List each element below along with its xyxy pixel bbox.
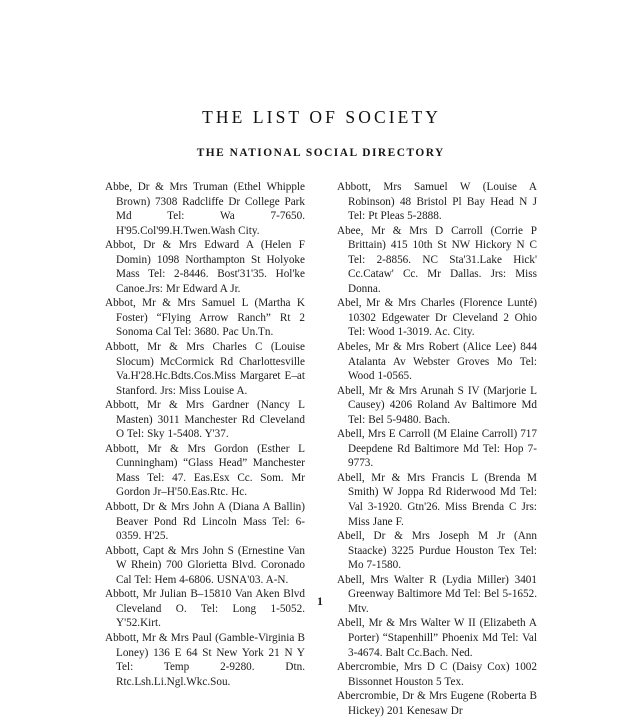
directory-entry: Abbot, Mr & Mrs Samuel L (Martha K Foster) “Flying Arrow Ranch” Rt 2 Sonoma Cal Tel: 3680. Pac Un.Tn. bbox=[105, 297, 305, 339]
directory-entry: Abell, Mrs Walter R (Lydia Miller) 3401 Greenway Baltimore Md Tel: Bel 5-1652. Mtv. bbox=[337, 573, 537, 615]
masthead bbox=[0, 108, 640, 160]
directory-entry: Abercrombie, Mrs D C (Daisy Cox) 1002 Bissonnet Houston 5 Tex. bbox=[337, 661, 537, 688]
directory-entry: Abell, Mr & Mrs Walter W II (Elizabeth A Porter) “Stapenhill” Phoenix Md Tel: Val 3-4674. Balt Cc.Bach. Ned. bbox=[337, 617, 537, 659]
directory-columns bbox=[105, 180, 537, 718]
page-title: THE LIST OF SOCIETY bbox=[202, 107, 442, 127]
directory-entry: Abee, Mr & Mrs D Carroll (Corrie P Brittain) 415 10th St NW Hickory N C Tel: 2-8856. NC Sta'31.Lake Hick' Cc.Cataw' Cc. Mr Dallas. Jrs: Miss Donna. bbox=[337, 224, 537, 295]
directory-entry: Abbott, Mr Julian B–15810 Van Aken Blvd Cleveland O. Tel: Long 1-5052. Y'52.Kirt. bbox=[105, 588, 305, 630]
directory-entry: Abel, Mr & Mrs Charles (Florence Lunté) 10302 Edgewater Dr Cleveland 2 Ohio Tel: Wood 1-3019. Ac. City. bbox=[337, 297, 537, 339]
directory-entry: Abell, Mr & Mrs Francis L (Brenda M Smith) W Joppa Rd Riderwood Md Tel: Val 3-1920. Gtn'26. Miss Brenda C Jrs: Miss Jane F. bbox=[337, 471, 537, 528]
directory-column-left bbox=[105, 180, 305, 689]
directory-entry: Abell, Dr & Mrs Joseph M Jr (Ann Staacke) 3225 Purdue Houston Tex Tel: Mo 7-1580. bbox=[337, 530, 537, 572]
directory-entry: Abbott, Mr & Mrs Gordon (Esther L Cunningham) “Glass Head” Manchester Mass Tel: 47. Eas.Esx Cc. Som. Mr Gordon Jr–H'50.Eas.Rtc. Hc. bbox=[105, 442, 305, 499]
directory-entry: Abbott, Mr & Mrs Gardner (Nancy L Masten) 3011 Manchester Rd Cleveland O Tel: Sky 1-5408. Y'37. bbox=[105, 399, 305, 441]
directory-entry: Abbot, Dr & Mrs Edward A (Helen F Domin) 1098 Northampton St Holyoke Mass Tel: 2-8446. Bost'31'35. Hol'ke Canoe.Jrs: Mr Edward A Jr. bbox=[105, 239, 305, 295]
directory-entry: Abbott, Mrs Samuel W (Louise A Robinson) 48 Bristol Pl Bay Head N J Tel: Pt Pleas 5-2888. bbox=[337, 181, 537, 223]
directory-column-right bbox=[337, 180, 537, 718]
directory-entry: Abbott, Mr & Mrs Paul (Gamble-Virginia B Loney) 136 E 64 St New York 21 N Y Tel: Temp 2-9280. Dtn. Rtc.Lsh.Li.Ngl.Wkc.Sou. bbox=[105, 631, 305, 688]
directory-entry: Abeles, Mr & Mrs Robert (Alice Lee) 844 Atalanta Av Webster Groves Mo Tel: Wood 1-0565. bbox=[337, 341, 537, 383]
directory-entry: Abbe, Dr & Mrs Truman (Ethel Whipple Brown) 7308 Radcliffe Dr College Park Md Tel: Wa 7-7650. H'95.Col'99.H.Twen.Wash City. bbox=[105, 181, 305, 237]
page-number: 1 bbox=[317, 596, 323, 608]
directory-entry: Abbott, Mr & Mrs Charles C (Louise Slocum) McCormick Rd Charlottesville Va.H'28.Hc.Bdts.Cos.Miss Margaret E–at Stanford. Jrs: Miss Louise A. bbox=[105, 341, 305, 397]
directory-entry: Abell, Mr & Mrs Arunah S IV (Marjorie L Causey) 4206 Roland Av Baltimore Md Tel: Bel 5-9480. Bach. bbox=[337, 384, 537, 426]
directory-entry: Abbott, Dr & Mrs John A (Diana A Ballin) Beaver Pond Rd Lincoln Mass Tel: 6-0359. H'25. bbox=[105, 501, 305, 543]
directory-entry: Abercrombie, Dr & Mrs Eugene (Roberta B Hickey) 201 Kenesaw Dr bbox=[337, 690, 537, 717]
directory-entry: Abell, Mrs E Carroll (M Elaine Carroll) 717 Deepdene Rd Baltimore Md Tel: Hop 7-9773. bbox=[337, 428, 537, 470]
directory-entry: Abbott, Capt & Mrs John S (Ernestine Van W Rhein) 700 Glorietta Blvd. Coronado Cal Tel: Hem 4-6806. USNA'03. A-N. bbox=[105, 544, 305, 586]
page-subtitle: THE NATIONAL SOCIAL DIRECTORY bbox=[196, 147, 445, 160]
